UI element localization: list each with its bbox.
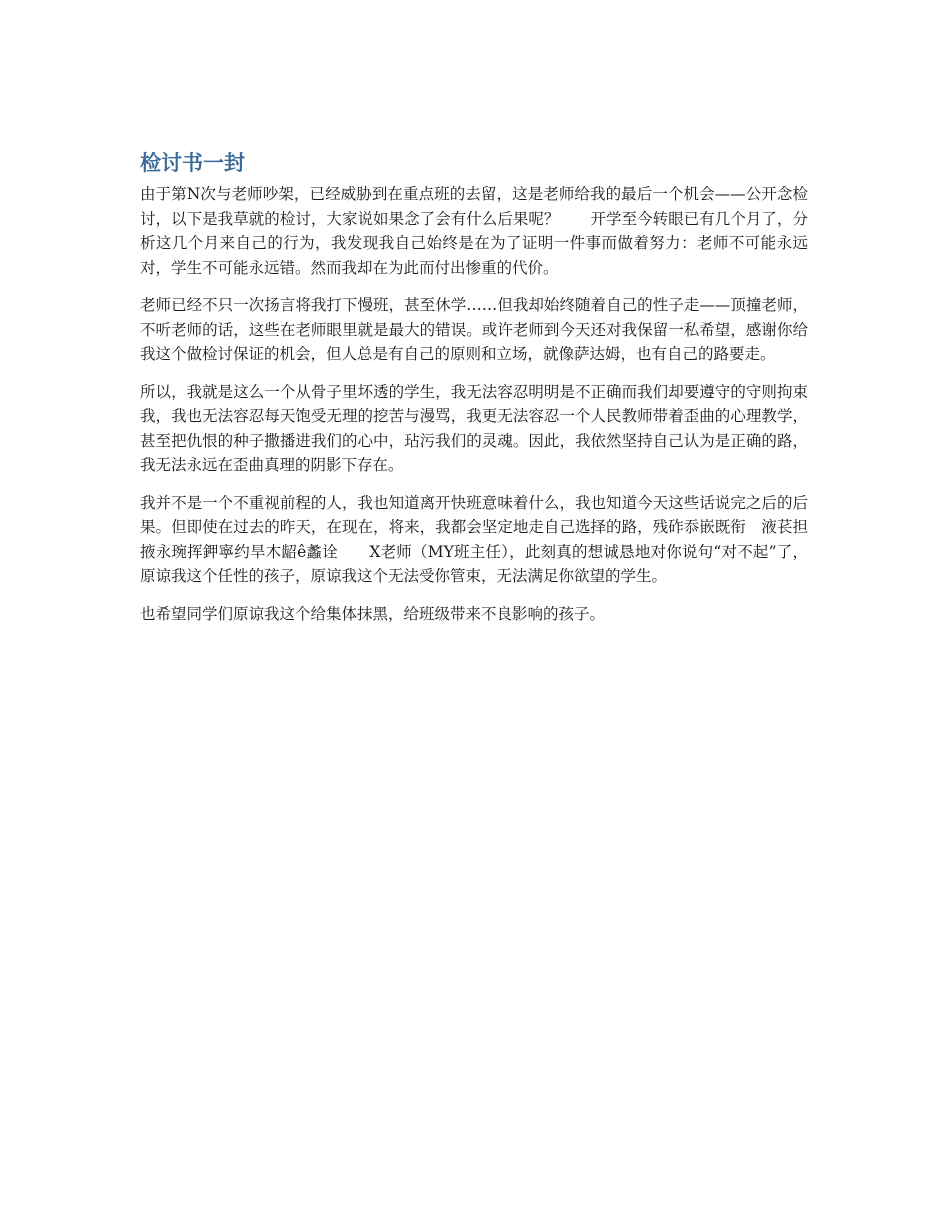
paragraph-3: 所以，我就是这么一个从骨子里坏透的学生，我无法容忍明明是不正确而我们却要遵守的守则拘束我，我也无法容忍每天饱受无理的挖苦与漫骂，我更无法容忍一个人民教师带着歪曲的心理教学，甚至把仇恨的种子撒播进我们的心中，玷污我们的灵魂。因此，我依然坚持自己认为是正确的路，我无法永远在歪曲真理的阴影下存在。 <box>140 382 808 474</box>
paragraph-4: 我并不是一个不重视前程的人，我也知道离开快班意味着什么，我也知道今天这些话说完之后的后果。但即使在过去的昨天，在现在，将来，我都会坚定地走自己选择的路，残砟忝嵌既衔 液苌担 掖永琬挥鉀寧约旱木龆ê蠡诠 X老师（MY班主任），此刻真的想诚恳地对你说句“对不起”了，原谅我这个任性的孩子，原谅我这个无法受你管束，无法满足你欲望的学生。 <box>140 493 840 585</box>
paragraph-5: 也希望同学们原谅我这个给集体抹黑，给班级带来不良影响的孩子。 <box>140 604 606 623</box>
document-page <box>140 148 840 639</box>
paragraph-2: 老师已经不只一次扬言将我打下慢班，甚至休学……但我却始终随着自己的性子走——顶撞老师，不听老师的话，这些在老师眼里就是最大的错误。或许老师到今天还对我保留一私希望，感谢你给我这个做检讨保证的机会，但人总是有自己的原则和立场，就像萨达姆，也有自己的路要走。 <box>140 296 808 363</box>
document-title: 检讨书一封 <box>140 151 245 175</box>
paragraph-1: 由于第N次与老师吵架，已经威胁到在重点班的去留，这是老师给我的最后一个机会——公开念检讨，以下是我草就的检讨，大家说如果念了会有什么后果呢？ 开学至今转眼已有几个月了，分析这几个月来自己的行为，我发现我自己始终是在为了证明一件事而做着努力：老师不可能永远对，学生不可能永远错。然而我却在为此而付出惨重的代价。 <box>140 185 808 277</box>
